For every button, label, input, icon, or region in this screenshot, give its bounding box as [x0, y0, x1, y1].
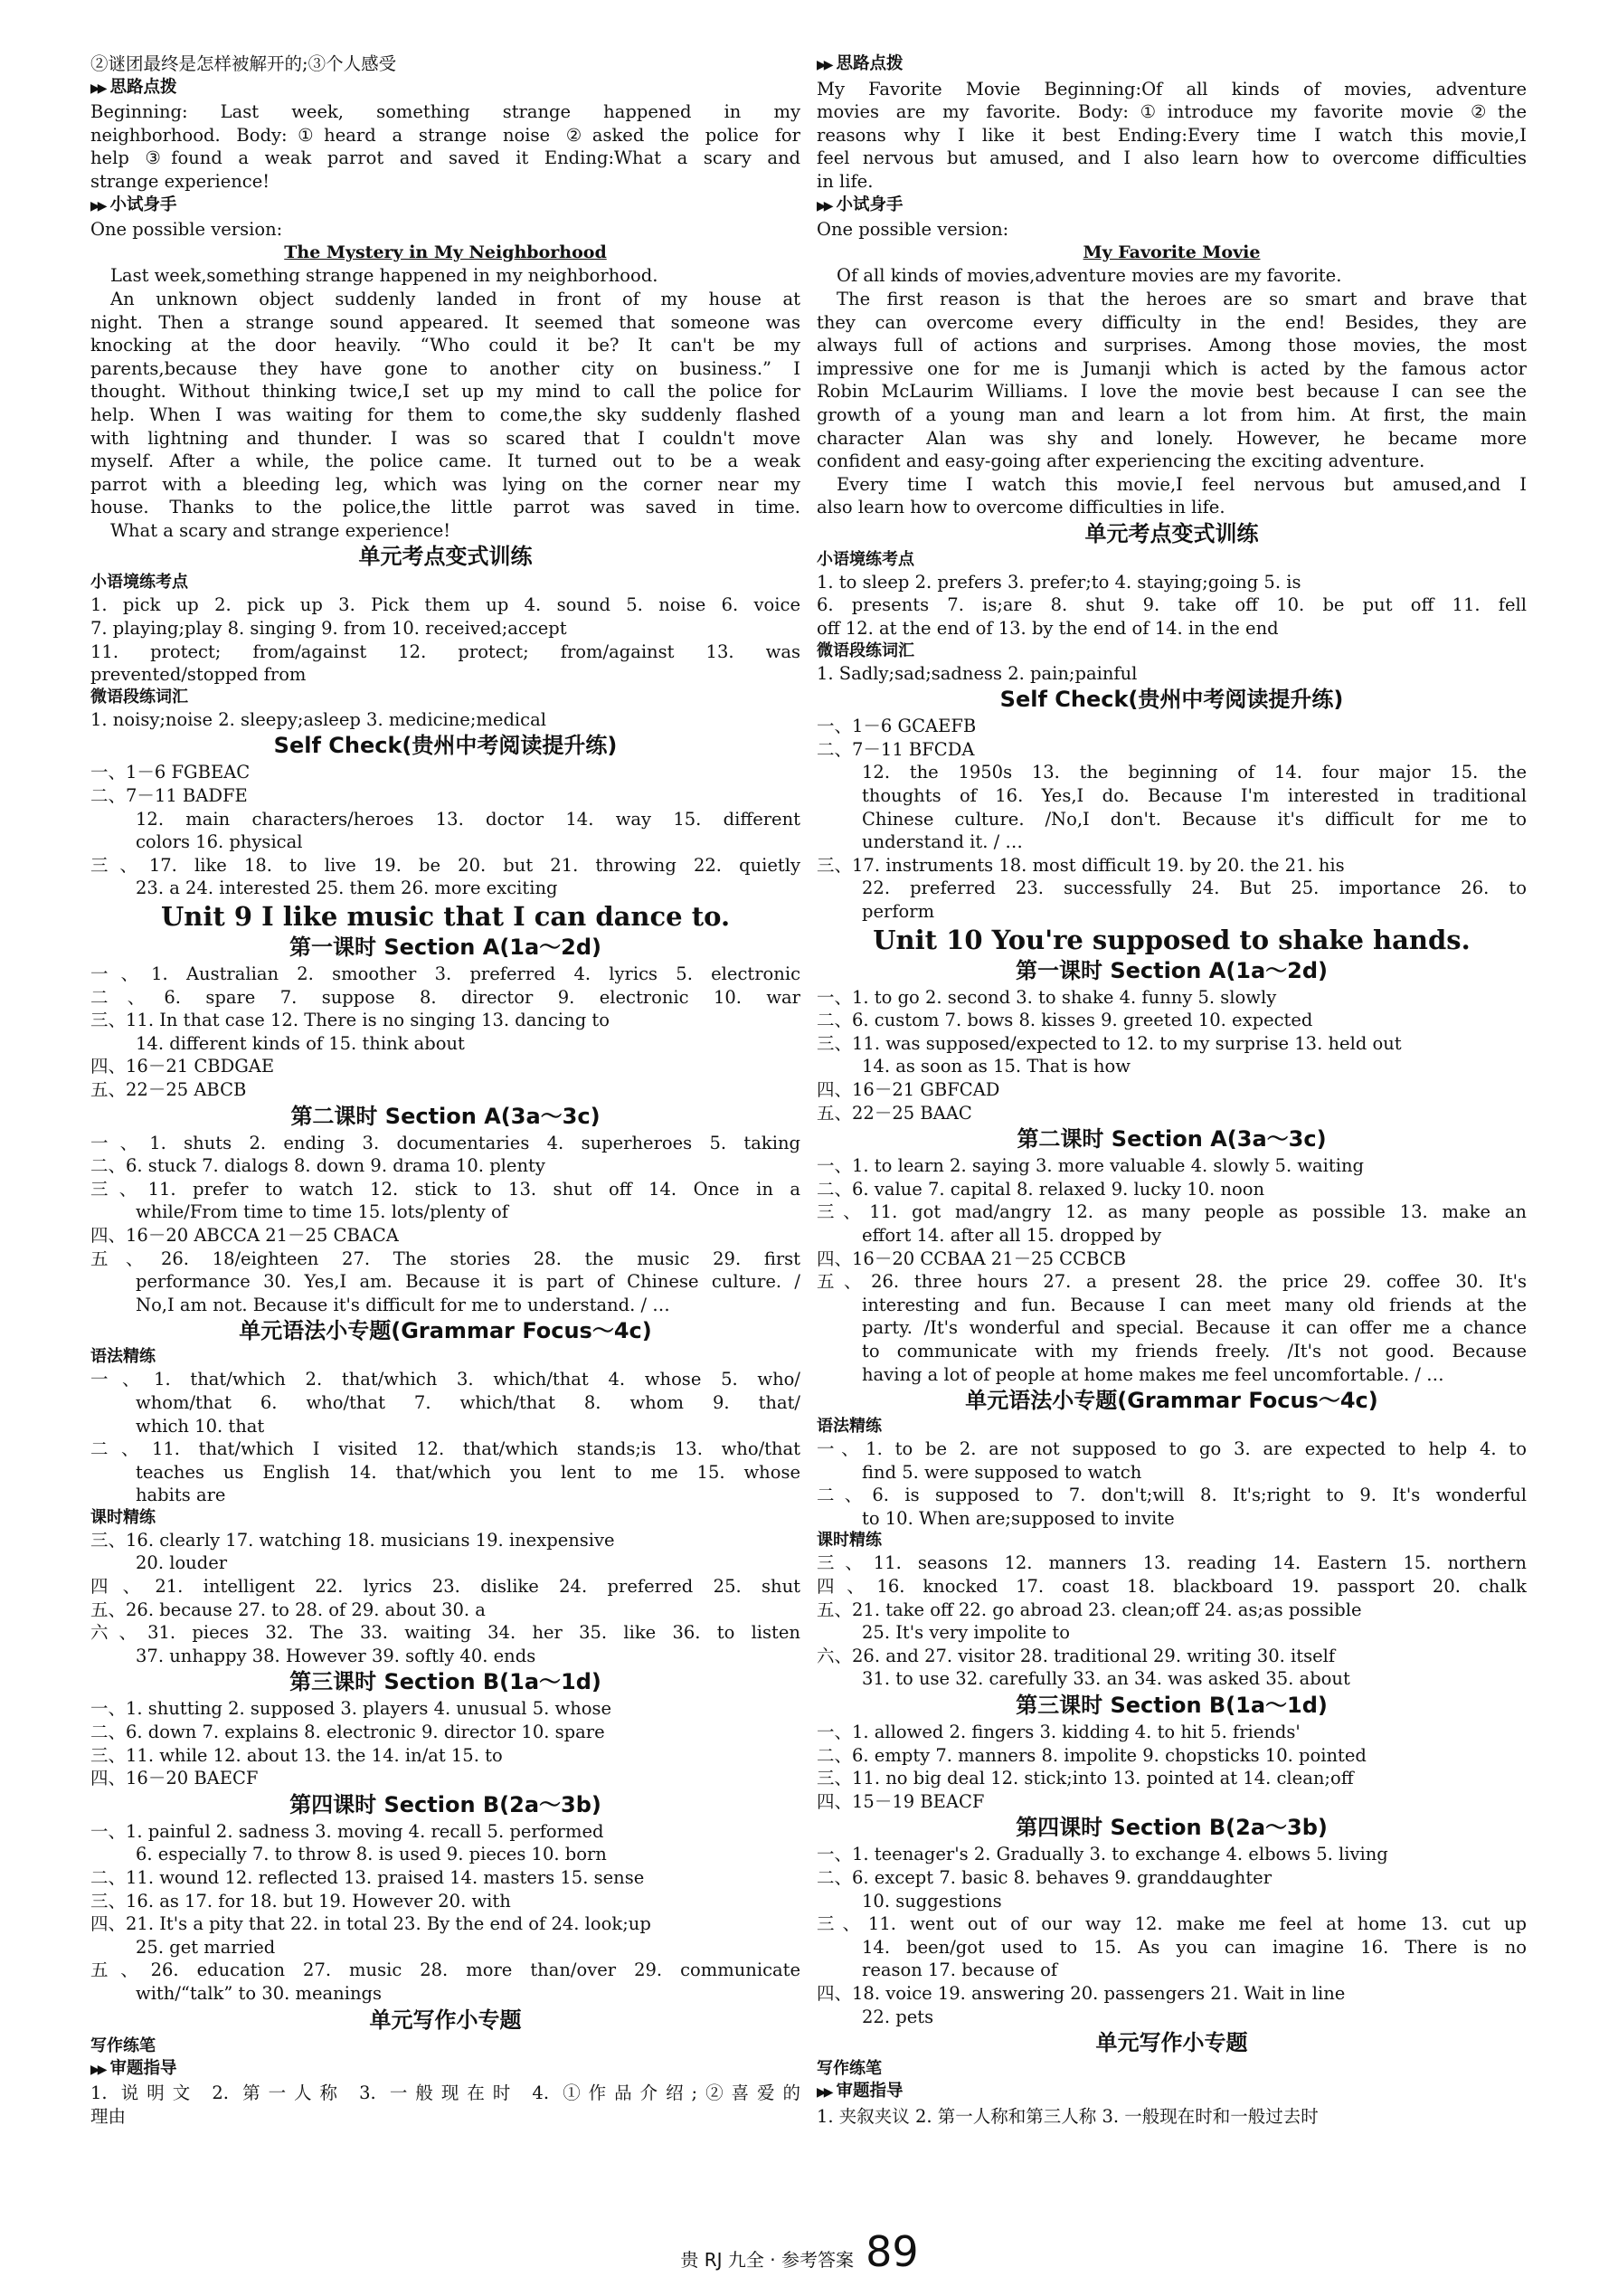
text-line: 六、31. pieces 32. The 33. waiting 34. her 35. like 36. to listen: [90, 1622, 800, 1644]
text-line: night. Then a strange sound appeared. It seemed that someone was: [90, 311, 800, 333]
text-line: 三、17. instruments 18. most difficult 19. by 20. the 21. his: [817, 854, 1345, 876]
text-line: 14. different kinds of 15. think about: [136, 1032, 465, 1054]
text-line: 三、11. went out of our way 12. make me feel at home 13. cut up: [817, 1913, 1527, 1935]
subsection-label: 语法精练: [90, 1347, 156, 1367]
text-line: 二、6. except 7. basic 8. behaves 9. granddaughter: [817, 1867, 1273, 1888]
text-line: 14. as soon as 15. That is how: [862, 1056, 1131, 1077]
text-line: 二、11. that/which I visited 12. that/which stands;is 13. who/that: [90, 1438, 800, 1460]
page-footer: [0, 2227, 1599, 2276]
text-line: habits are: [136, 1485, 226, 1506]
text-line: effort 14. after all 15. dropped by: [862, 1224, 1162, 1246]
section-heading: 单元考点变式训练: [1084, 520, 1259, 546]
text-line: Chinese culture. /No,I don't. Because it's difficult for me to: [862, 808, 1527, 830]
text-line: 二、6. empty 7. manners 8. impolite 9. chopsticks 10. pointed: [817, 1744, 1367, 1766]
section-marker: [817, 194, 1527, 219]
section-marker-label: 小试身手: [109, 194, 177, 214]
section-heading: 第四课时 Section B(2a～3b): [289, 1791, 601, 1817]
text-line: 四、18. voice 19. answering 20. passengers 21. Wait in line: [817, 1982, 1346, 2004]
text-line: 三、11. no big deal 12. stick;into 13. pointed at 14. clean;off: [817, 1768, 1354, 1789]
text-line: Last week,something strange happened in my neighborhood.: [110, 265, 658, 287]
text-line: 10. suggestions: [862, 1890, 1002, 1912]
text-line: 1. 夹叙夹议 2. 第一人称和第三人称 3. 一般现在时和一般过去时: [817, 2105, 1319, 2127]
text-line: 22. pets: [862, 2006, 934, 2027]
text-line: Every time I watch this movie,I feel nervous but amused,and I: [837, 473, 1527, 495]
text-line: colors 16. physical: [136, 831, 303, 853]
text-line: with/“talk” to 30. meanings: [136, 1982, 383, 2004]
section-heading: 第三课时 Section B(1a～1d): [289, 1669, 601, 1695]
text-line: 五、22－25 BAAC: [817, 1102, 972, 1124]
text-line: performance 30. Yes,I am. Because it is part of Chinese culture. /: [136, 1271, 800, 1293]
text-line: 二、6. spare 7. suppose 8. director 9. electronic 10. war: [90, 986, 800, 1008]
section-heading: 单元写作小专题: [1095, 2030, 1248, 2056]
text-line: to 10. When are;supposed to invite: [862, 1507, 1175, 1529]
text-line: 25. It's very impolite to: [862, 1622, 1070, 1644]
essay-title: The Mystery in My Neighborhood: [284, 242, 607, 262]
section-marker-label: 思路点拨: [836, 54, 904, 73]
text-line: 14. been/got used to 15. As you can imagine 16. There is no: [862, 1936, 1527, 1958]
left-column: [90, 52, 800, 2128]
text-line: with lightning and thunder. I was so scared that I couldn't move: [90, 427, 800, 449]
text-line: 25. get married: [136, 1936, 276, 1958]
text-line: 四、16. knocked 17. coast 18. blackboard 19. passport 20. chalk: [817, 1576, 1527, 1598]
subsection-label: 微语段练词汇: [817, 640, 914, 660]
text-line: My Favorite Movie Beginning:Of all kinds of movies, adventure: [817, 78, 1527, 100]
text-line: What a scary and strange experience!: [110, 519, 451, 541]
section-marker-label: 小试身手: [836, 194, 904, 214]
section-marker: [90, 76, 800, 101]
text-line: 一、1. shutting 2. supposed 3. players 4. unusual 5. whose: [90, 1698, 612, 1720]
text-line: 一、1－6 FGBEAC: [90, 762, 251, 783]
double-arrow-icon: ▶▶: [817, 58, 831, 72]
text-line: feel nervous but amused, and I also learn how to overcome difficulties: [817, 147, 1527, 169]
text-line: reason 17. because of: [862, 1959, 1058, 1981]
text-line: confident and easy-going after experiencing the exciting adventure.: [817, 451, 1425, 472]
text-line: 20. louder: [136, 1552, 228, 1574]
text-line: 四、16－20 CCBAA 21－25 CCBCB: [817, 1248, 1126, 1269]
essay-title: My Favorite Movie: [1083, 242, 1261, 262]
section-heading: 单元语法小专题(Grammar Focus～4c): [965, 1388, 1378, 1414]
text-line: teaches us English 14. that/which you lent to me 15. whose: [136, 1461, 800, 1483]
text-line: 三、11. In that case 12. There is no singing 13. dancing to: [90, 1010, 610, 1031]
right-column: [817, 52, 1527, 2128]
page-number: 89: [866, 2227, 919, 2276]
text-line: 三、11. seasons 12. manners 13. reading 14. Eastern 15. northern: [817, 1552, 1527, 1574]
double-arrow-icon: ▶▶: [90, 198, 105, 213]
unit-title: Unit 9 I like music that I can dance to.: [160, 901, 731, 932]
text-line: 四、16－20 BAECF: [90, 1768, 259, 1789]
text-line: perform: [862, 901, 935, 922]
text-line: 22. preferred 23. successfully 24. But 25. importance 26. to: [862, 878, 1527, 899]
text-line: 三、11. got mad/angry 12. as many people as possible 13. make an: [817, 1201, 1527, 1223]
subsection-label: 写作练笔: [817, 2059, 882, 2079]
text-line: 理由: [90, 2105, 127, 2127]
text-line: 23. a 24. interested 25. them 26. more exciting: [136, 878, 558, 899]
text-line: having a lot of people at home makes me feel uncomfortable. / …: [862, 1363, 1444, 1385]
section-marker: [817, 2080, 1527, 2105]
text-line: 一、1. painful 2. sadness 3. moving 4. recall 5. performed: [90, 1820, 604, 1842]
text-line: Of all kinds of movies,adventure movies are my favorite.: [837, 265, 1342, 287]
section-heading: 单元写作小专题: [369, 2007, 522, 2033]
section-heading: Self Check(贵州中考阅读提升练): [273, 733, 618, 759]
section-heading: 第二课时 Section A(3a～3c): [1017, 1126, 1327, 1153]
text-line: thought. Without thinking twice,I set up my mind to call the police for: [90, 381, 800, 403]
text-line: 12. the 1950s 13. the beginning of 14. four major 15. the: [862, 762, 1527, 783]
text-line: 1. noisy;noise 2. sleepy;asleep 3. medicine;medical: [90, 708, 546, 730]
text-line: myself. After a while, the police came. It turned out to be a weak: [90, 451, 800, 472]
text-line: 二、6. custom 7. bows 8. kisses 9. greeted 10. expected: [817, 1010, 1313, 1031]
subsection-label: 小语境练考点: [90, 573, 188, 593]
text-line: whom/that 6. who/that 7. which/that 8. whom 9. that/: [136, 1391, 800, 1413]
text-line: 一、1. that/which 2. that/which 3. which/that 4. whose 5. who/: [90, 1369, 800, 1390]
text-line: An unknown object suddenly landed in front of my house at: [110, 288, 800, 309]
text-line: 六、26. and 27. visitor 28. traditional 29. writing 30. itself: [817, 1645, 1336, 1666]
unit-title: Unit 10 You're supposed to shake hands.: [873, 924, 1471, 955]
text-line: 五、22－25 ABCB: [90, 1078, 247, 1100]
section-heading: 第一课时 Section A(1a～2d): [1015, 957, 1329, 983]
text-line: they can overcome every difficulty in the end! Besides, they are: [817, 311, 1527, 333]
text-line: 1. 说明文 2. 第一人称 3. 一般现在时 4. ①作品介绍;②喜爱的: [90, 2083, 800, 2104]
text-line: 四、16－21 CBDGAE: [90, 1056, 275, 1077]
text-line: 四、21. It's a pity that 22. in total 23. By the end of 24. look;up: [90, 1913, 651, 1935]
double-arrow-icon: ▶▶: [817, 198, 831, 213]
text-line: movies are my favorite. Body:①introduce my favorite movie ②the: [817, 101, 1527, 123]
text-line: 37. unhappy 38. However 39. softly 40. ends: [136, 1645, 536, 1666]
subsection-label: 语法精练: [817, 1417, 882, 1437]
text-line: strange experience!: [90, 170, 270, 192]
text-line: 五、21. take off 22. go abroad 23. clean;off 24. as;as possible: [817, 1599, 1362, 1620]
text-line: 二、6. stuck 7. dialogs 8. down 9. drama 10. plenty: [90, 1155, 545, 1177]
section-heading: 单元语法小专题(Grammar Focus～4c): [239, 1318, 652, 1344]
double-arrow-icon: ▶▶: [90, 2062, 105, 2077]
section-heading: 单元考点变式训练: [358, 544, 533, 570]
text-line: 三、11. was supposed/expected to 12. to my surprise 13. held out: [817, 1032, 1402, 1054]
double-arrow-icon: ▶▶: [817, 2085, 831, 2101]
text-line: party. /It's wonderful and special. Because it can offer me a chance: [862, 1317, 1527, 1339]
text-line: 一、1. teenager's 2. Gradually 3. to exchange 4. elbows 5. living: [817, 1844, 1388, 1865]
text-line: 一、1. Australian 2. smoother 3. preferred 4. lyrics 5. electronic: [90, 963, 800, 984]
text-line: 7. playing;play 8. singing 9. from 10. received;accept: [90, 618, 567, 640]
section-marker: [90, 194, 800, 219]
text-line: 一、1. shuts 2. ending 3. documentaries 4. superheroes 5. taking: [90, 1132, 800, 1153]
text-line: Beginning: Last week, something strange happened in my: [90, 101, 800, 123]
text-line: help. When I was waiting for them to come,the sky suddenly flashed: [90, 403, 800, 425]
footer-label: 贵 RJ 九全 · 参考答案: [680, 2249, 854, 2271]
section-marker-label: 思路点拨: [109, 77, 177, 97]
subsection-label: 写作练笔: [90, 2035, 156, 2055]
text-line: 一、1. allowed 2. fingers 3. kidding 4. to hit 5. friends': [817, 1722, 1301, 1743]
text-line: help ③found a weak parrot and saved it Ending:What a scary and: [90, 147, 800, 169]
text-line: 五、26. education 27. music 28. more than/over 29. communicate: [90, 1959, 800, 1981]
text-line: 三、16. as 17. for 18. but 19. However 20. with: [90, 1890, 511, 1912]
subsection-label: 课时精练: [817, 1531, 882, 1551]
text-line: 二、11. wound 12. reflected 13. praised 14. masters 15. sense: [90, 1867, 645, 1888]
text-line: 6. presents 7. is;are 8. shut 9. take off 10. be put off 11. fell: [817, 594, 1527, 616]
text-line: One possible version:: [817, 219, 1009, 241]
section-heading: 第四课时 Section B(2a～3b): [1016, 1815, 1328, 1841]
text-line: 1. pick up 2. pick up 3. Pick them up 4. sound 5. noise 6. voice: [90, 594, 800, 616]
text-line: 31. to use 32. carefully 33. an 34. was asked 35. about: [862, 1668, 1350, 1690]
text-line: character Alan was shy and lonely. However, he became more: [817, 427, 1527, 449]
text-line: also learn how to overcome difficulties in life.: [817, 497, 1225, 518]
section-heading: Self Check(贵州中考阅读提升练): [999, 687, 1344, 713]
text-line: understand it. / …: [862, 831, 1023, 853]
text-line: find 5. were supposed to watch: [862, 1461, 1142, 1483]
text-line: to communicate with my friends freely. /It's not good. Because: [862, 1340, 1527, 1361]
text-line: 三、11. while 12. about 13. the 14. in/at 15. to: [90, 1744, 503, 1766]
text-line: always full of actions and surprises. Among those movies, the most: [817, 335, 1527, 356]
text-line: The first reason is that the heroes are so smart and brave that: [837, 288, 1527, 309]
text-line: 一、1－6 GCAEFB: [817, 716, 977, 737]
section-heading: 第三课时 Section B(1a～1d): [1016, 1693, 1328, 1719]
text-line: 一、1. to be 2. are not supposed to go 3. are expected to help 4. to: [817, 1438, 1527, 1460]
section-marker: [90, 2057, 800, 2083]
text-line: 一、1. to learn 2. saying 3. more valuable 4. slowly 5. waiting: [817, 1155, 1365, 1177]
text-line: knocking at the door heavily. “Who could it be? It can't be my: [90, 335, 800, 356]
text-line: parrot with a bleeding leg, which was lying on the corner near my: [90, 473, 800, 495]
text-line: 三、16. clearly 17. watching 18. musicians 19. inexpensive: [90, 1529, 615, 1551]
text-line: 6. especially 7. to throw 8. is used 9. pieces 10. born: [136, 1844, 607, 1865]
text-line: 1. Sadly;sad;sadness 2. pain;painful: [817, 662, 1138, 684]
text-line: 五、26. because 27. to 28. of 29. about 30. a: [90, 1599, 486, 1620]
section-marker-label: 审题指导: [109, 2058, 177, 2078]
text-line: 三、11. prefer to watch 12. stick to 13. shut off 14. Once in a: [90, 1178, 800, 1200]
text-line: 二、6. down 7. explains 8. electronic 9. director 10. spare: [90, 1722, 605, 1743]
text-line: 二、7－11 BFCDA: [817, 738, 975, 760]
text-line: ②谜团最终是怎样被解开的;③个人感受: [90, 53, 397, 74]
text-line: 二、6. value 7. capital 8. relaxed 9. lucky 10. noon: [817, 1178, 1265, 1200]
text-line: prevented/stopped from: [90, 664, 307, 686]
text-line: thoughts of 16. Yes,I do. Because I'm interested in traditional: [862, 785, 1527, 807]
text-line: 11. protect; from/against 12. protect; from/against 13. was: [90, 640, 800, 662]
text-line: in life.: [817, 170, 874, 192]
subsection-label: 微语段练词汇: [90, 687, 188, 707]
text-line: growth of a young man and learn a lot from him. At first, the main: [817, 403, 1527, 425]
text-line: 12. main characters/heroes 13. doctor 14. way 15. different: [136, 808, 800, 830]
text-line: while/From time to time 15. lots/plenty of: [136, 1201, 508, 1223]
text-line: 四、16－21 GBFCAD: [817, 1078, 1000, 1100]
section-marker-label: 审题指导: [836, 2082, 904, 2102]
section-heading: 第一课时 Section A(1a～2d): [289, 935, 602, 960]
text-line: 1. to sleep 2. prefers 3. prefer;to 4. staying;going 5. is: [817, 571, 1301, 593]
text-line: One possible version:: [90, 219, 283, 241]
text-line: 四、16－20 ABCCA 21－25 CBACA: [90, 1224, 399, 1246]
text-line: 三、17. like 18. to live 19. be 20. but 21. throwing 22. quietly: [90, 854, 800, 876]
text-line: 四、15－19 BEACF: [817, 1790, 985, 1812]
text-line: neighborhood. Body:①heard a strange noise ②asked the police for: [90, 124, 800, 146]
text-line: 五、26. 18/eighteen 27. The stories 28. the music 29. first: [90, 1248, 800, 1269]
double-arrow-icon: ▶▶: [90, 81, 105, 96]
text-line: reasons why I like it best Ending:Every time I watch this movie,I: [817, 124, 1527, 146]
text-line: No,I am not. Because it's difficult for me to understand. / …: [136, 1294, 670, 1315]
text-line: interesting and fun. Because I can meet many old friends at the: [862, 1294, 1527, 1315]
text-line: 二、7－11 BADFE: [90, 785, 248, 807]
text-line: parents,because they have gone to another city on business.” I: [90, 357, 800, 379]
subsection-label: 课时精练: [90, 1507, 156, 1527]
section-marker: [817, 52, 1527, 78]
text-line: house. Thanks to the police,the little parrot was saved in time.: [90, 497, 800, 518]
text-line: impressive one for me is Jumanji which is acted by the famous actor: [817, 357, 1527, 379]
section-heading: 第二课时 Section A(3a～3c): [290, 1103, 601, 1129]
text-line: 四、21. intelligent 22. lyrics 23. dislike 24. preferred 25. shut: [90, 1576, 800, 1598]
text-line: Robin McLaurim Williams. I love the movie best because I can see the: [817, 381, 1527, 403]
text-line: 五、26. three hours 27. a present 28. the price 29. coffee 30. It's: [817, 1271, 1527, 1293]
text-line: 二、6. is supposed to 7. don't;will 8. It's;right to 9. It's wonderful: [817, 1485, 1527, 1506]
text-line: 一、1. to go 2. second 3. to shake 4. funny 5. slowly: [817, 986, 1277, 1008]
text-line: which 10. that: [136, 1415, 265, 1437]
subsection-label: 小语境练考点: [817, 549, 914, 569]
text-line: off 12. at the end of 13. by the end of 14. in the end: [817, 618, 1279, 640]
